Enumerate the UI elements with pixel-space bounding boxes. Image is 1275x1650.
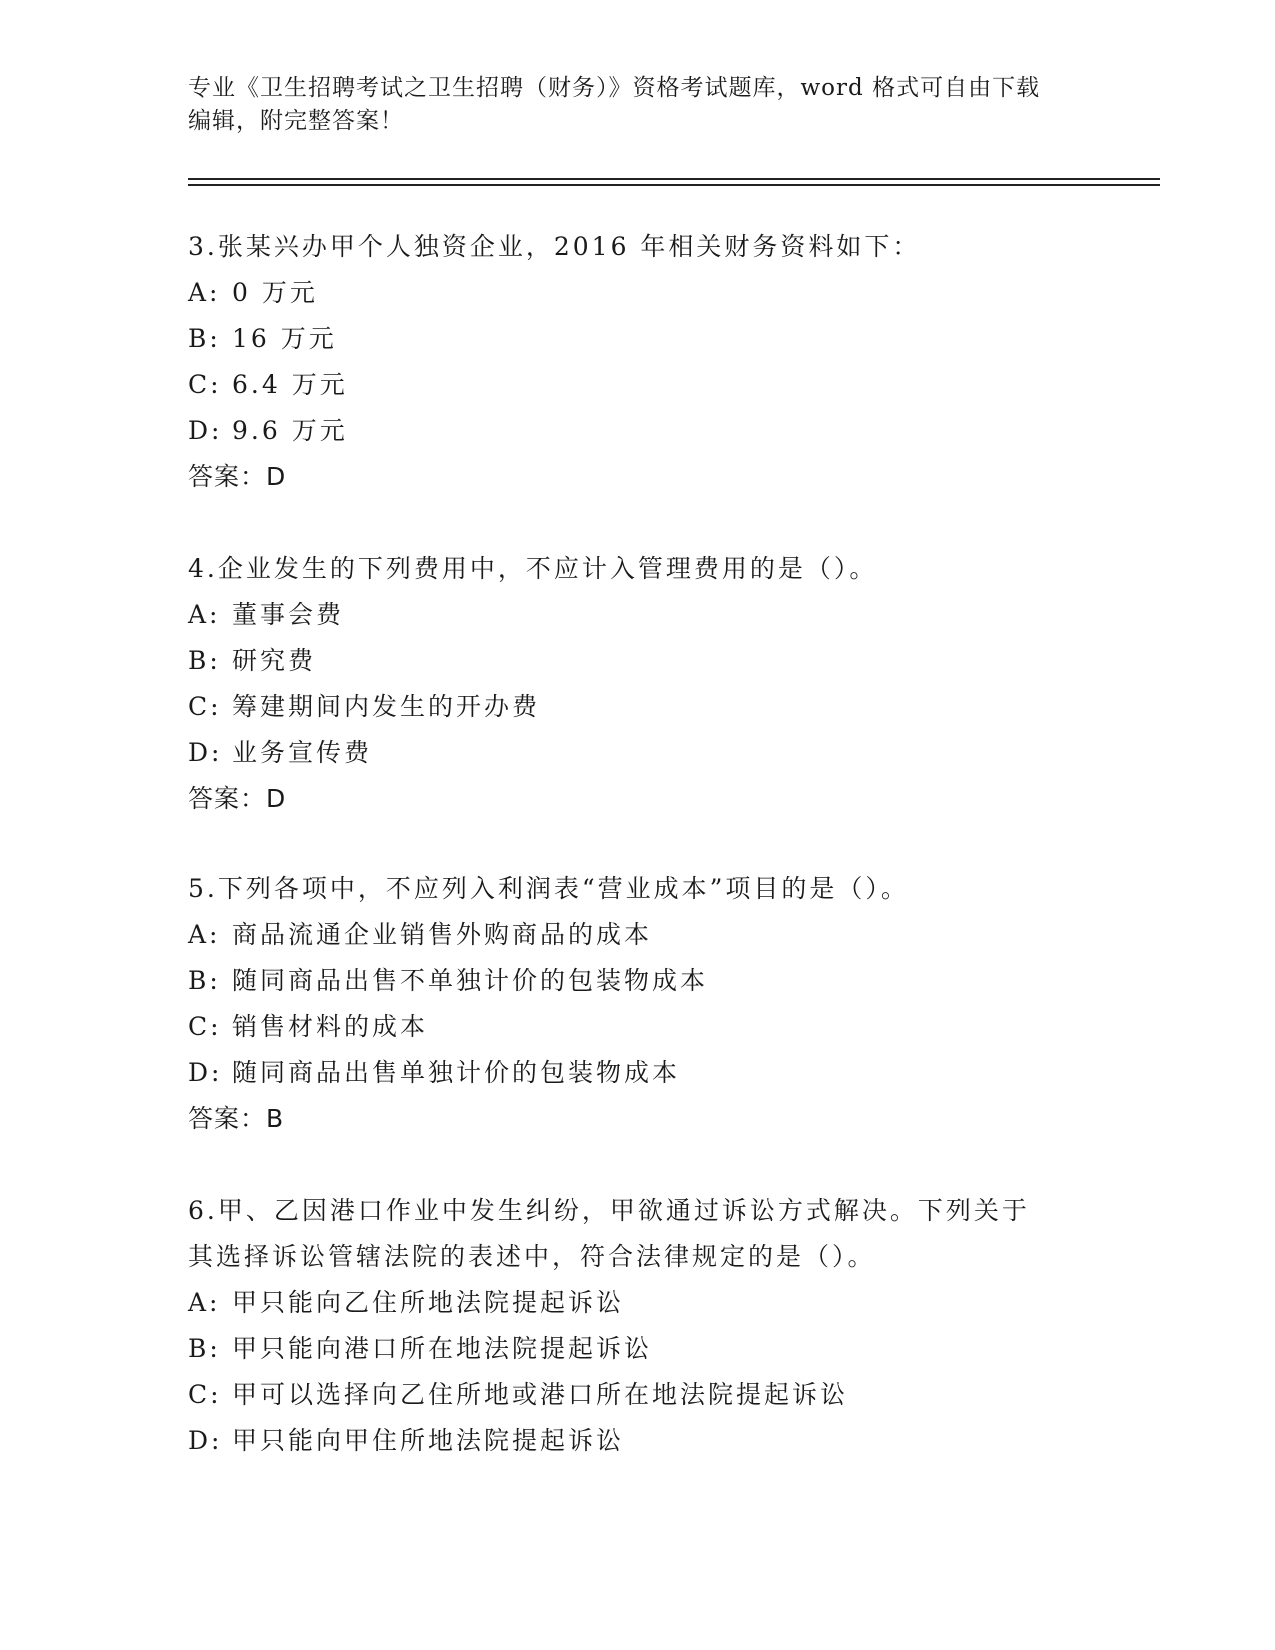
option-d bbox=[188, 730, 1088, 776]
option-c bbox=[188, 1004, 1088, 1050]
option-text: 0 万元 bbox=[232, 278, 318, 307]
document-header bbox=[188, 72, 1088, 138]
option-text: 甲可以选择向乙住所地或港口所在地法院提起诉讼 bbox=[232, 1380, 849, 1409]
option-text: 甲只能向甲住所地法院提起诉讼 bbox=[232, 1426, 625, 1455]
option-letter: C: bbox=[188, 692, 222, 721]
option-c bbox=[188, 684, 1088, 730]
header-line-1: 专业《卫生招聘考试之卫生招聘（财务）》资格考试题库，word 格式可自由下载 bbox=[188, 75, 1041, 101]
option-letter: A: bbox=[188, 278, 221, 307]
option-b bbox=[188, 638, 1088, 684]
option-letter: B: bbox=[188, 1334, 221, 1363]
question-text-line-2: 其选择诉讼管辖法院的表述中，符合法律规定的是（）。 bbox=[188, 1242, 876, 1271]
option-a bbox=[188, 592, 1088, 638]
option-letter: C: bbox=[188, 1380, 222, 1409]
option-letter: A: bbox=[188, 1288, 221, 1317]
question-text-line-1: 6.甲、乙因港口作业中发生纠纷，甲欲通过诉讼方式解决。下列关于 bbox=[188, 1196, 1030, 1225]
option-letter: B: bbox=[188, 966, 221, 995]
option-a bbox=[188, 1280, 1088, 1326]
option-a bbox=[188, 912, 1088, 958]
option-a bbox=[188, 270, 1088, 316]
option-letter: C: bbox=[188, 370, 222, 399]
option-text: 筹建期间内发生的开办费 bbox=[232, 692, 541, 721]
option-text: 商品流通企业销售外购商品的成本 bbox=[232, 920, 653, 949]
question-4 bbox=[188, 546, 1088, 822]
option-letter: A: bbox=[188, 600, 221, 629]
option-d bbox=[188, 1050, 1088, 1096]
answer-line: 答案：D bbox=[188, 462, 287, 491]
question-text: 4.企业发生的下列费用中，不应计入管理费用的是（）。 bbox=[188, 554, 878, 583]
option-letter: D: bbox=[188, 1058, 223, 1087]
question-3 bbox=[188, 224, 1088, 500]
option-letter: B: bbox=[188, 646, 221, 675]
option-letter: C: bbox=[188, 1012, 222, 1041]
option-text: 董事会费 bbox=[232, 600, 345, 629]
option-c bbox=[188, 362, 1088, 408]
question-6 bbox=[188, 1188, 1088, 1464]
header-line-2: 编辑，附完整答案！ bbox=[188, 108, 404, 134]
option-text: 随同商品出售单独计价的包装物成本 bbox=[232, 1058, 681, 1087]
option-text: 甲只能向港口所在地法院提起诉讼 bbox=[232, 1334, 653, 1363]
option-text: 销售材料的成本 bbox=[232, 1012, 429, 1041]
option-letter: D: bbox=[188, 738, 223, 767]
option-b bbox=[188, 316, 1088, 362]
answer-line: 答案：D bbox=[188, 784, 287, 813]
option-letter: A: bbox=[188, 920, 221, 949]
option-letter: D: bbox=[188, 1426, 223, 1455]
option-text: 随同商品出售不单独计价的包装物成本 bbox=[232, 966, 709, 995]
option-letter: B: bbox=[188, 324, 221, 353]
answer-line: 答案：B bbox=[188, 1104, 285, 1133]
option-b bbox=[188, 1326, 1088, 1372]
header-divider-bottom bbox=[188, 184, 1160, 186]
question-text: 3.张某兴办甲个人独资企业，2016 年相关财务资料如下： bbox=[188, 232, 921, 261]
option-c bbox=[188, 1372, 1088, 1418]
question-5 bbox=[188, 866, 1088, 1142]
option-text: 16 万元 bbox=[232, 324, 337, 353]
header-divider-top bbox=[188, 178, 1160, 180]
option-text: 9.6 万元 bbox=[232, 416, 348, 445]
option-text: 甲只能向乙住所地法院提起诉讼 bbox=[232, 1288, 625, 1317]
option-letter: D: bbox=[188, 416, 223, 445]
option-d bbox=[188, 1418, 1088, 1464]
option-b bbox=[188, 958, 1088, 1004]
option-text: 业务宣传费 bbox=[232, 738, 373, 767]
question-text: 5.下列各项中，不应列入利润表“营业成本”项目的是（）。 bbox=[188, 874, 909, 903]
option-text: 6.4 万元 bbox=[232, 370, 348, 399]
option-d bbox=[188, 408, 1088, 454]
option-text: 研究费 bbox=[232, 646, 317, 675]
